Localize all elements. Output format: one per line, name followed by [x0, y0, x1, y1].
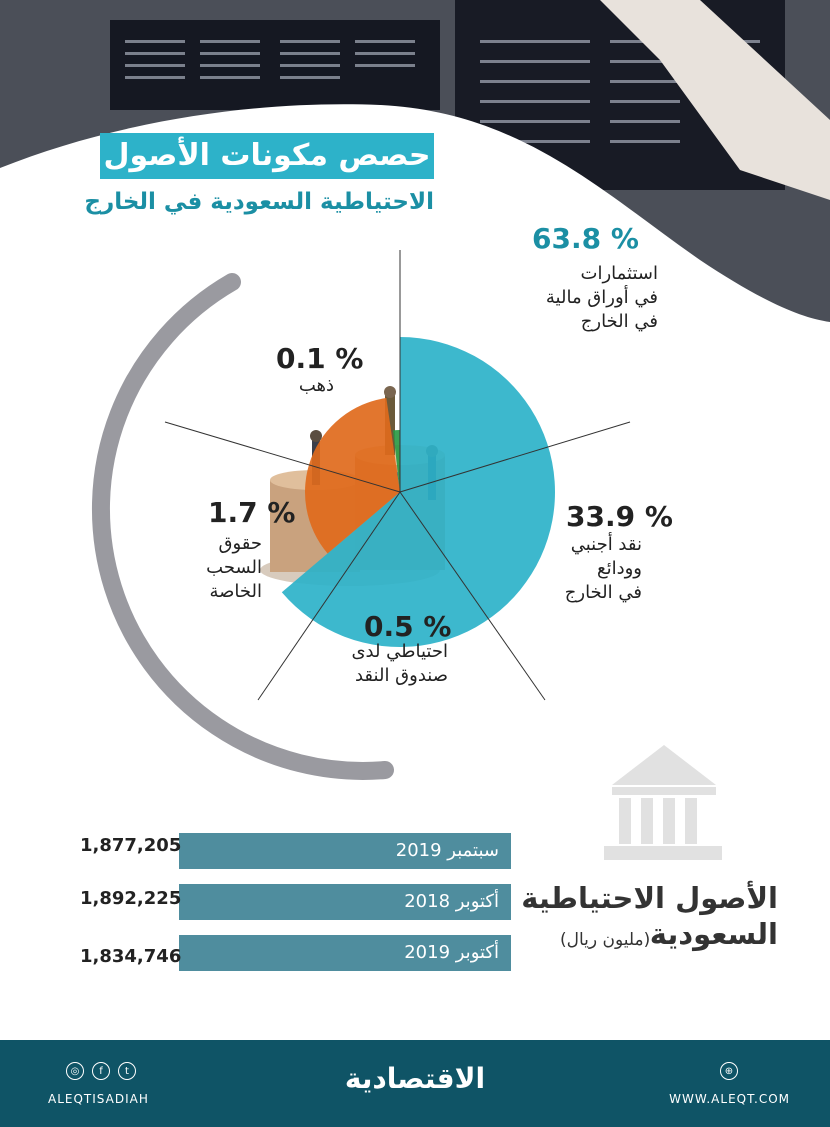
slice-pct-cash: 33.9 % [566, 500, 673, 533]
bar-value: 1,834,746 [80, 946, 182, 967]
slice-label-gold: ذهب [298, 375, 334, 396]
bar-label: أكتوبر 2019 [404, 942, 499, 963]
bar-chart-title: الأصول الاحتياطية السعودية [521, 881, 778, 951]
social-handle[interactable]: ALEQTISADIAH [48, 1092, 149, 1106]
instagram-icon[interactable]: ◎ [66, 1062, 84, 1080]
page-subtitle: الاحتياطية السعودية في الخارج [84, 189, 434, 215]
twitter-icon[interactable]: t [118, 1062, 136, 1080]
bar-value: 1,892,225 [80, 888, 182, 909]
facebook-icon[interactable]: f [92, 1062, 110, 1080]
globe-icon[interactable]: ⊕ [720, 1062, 738, 1080]
slice-label-securities: استثمارات في أوراق مالية في الخارج [545, 263, 658, 332]
bar-oct-2019 [179, 935, 511, 971]
slice-pct-securities: 63.8 % [532, 222, 639, 255]
website-link[interactable]: WWW.ALEQT.COM [669, 1092, 790, 1106]
bar-label: أكتوبر 2018 [404, 891, 499, 912]
bar-label: سبتمبر 2019 [395, 840, 499, 861]
slice-pct-gold: 0.1 % [276, 342, 364, 375]
bar-chart-unit: (مليون ريال) [560, 930, 651, 950]
bar-sep-2019 [179, 833, 511, 869]
slice-pct-imf: 0.5 % [364, 610, 452, 643]
brand-logo: الاقتصادية [344, 1062, 486, 1095]
page-title: حصص مكونات الأصول [103, 138, 431, 173]
footer [0, 1040, 830, 1127]
slice-label-imf: احتياطي لدى صندوق النقد [351, 641, 448, 686]
slice-label-sdr: حقوق السحب الخاصة [206, 533, 262, 602]
slice-label-cash: نقد أجنبي وودائع في الخارج [564, 534, 642, 603]
slice-pct-sdr: 1.7 % [208, 496, 296, 529]
bar-oct-2018 [179, 884, 511, 920]
bar-value: 1,877,205 [80, 835, 182, 856]
